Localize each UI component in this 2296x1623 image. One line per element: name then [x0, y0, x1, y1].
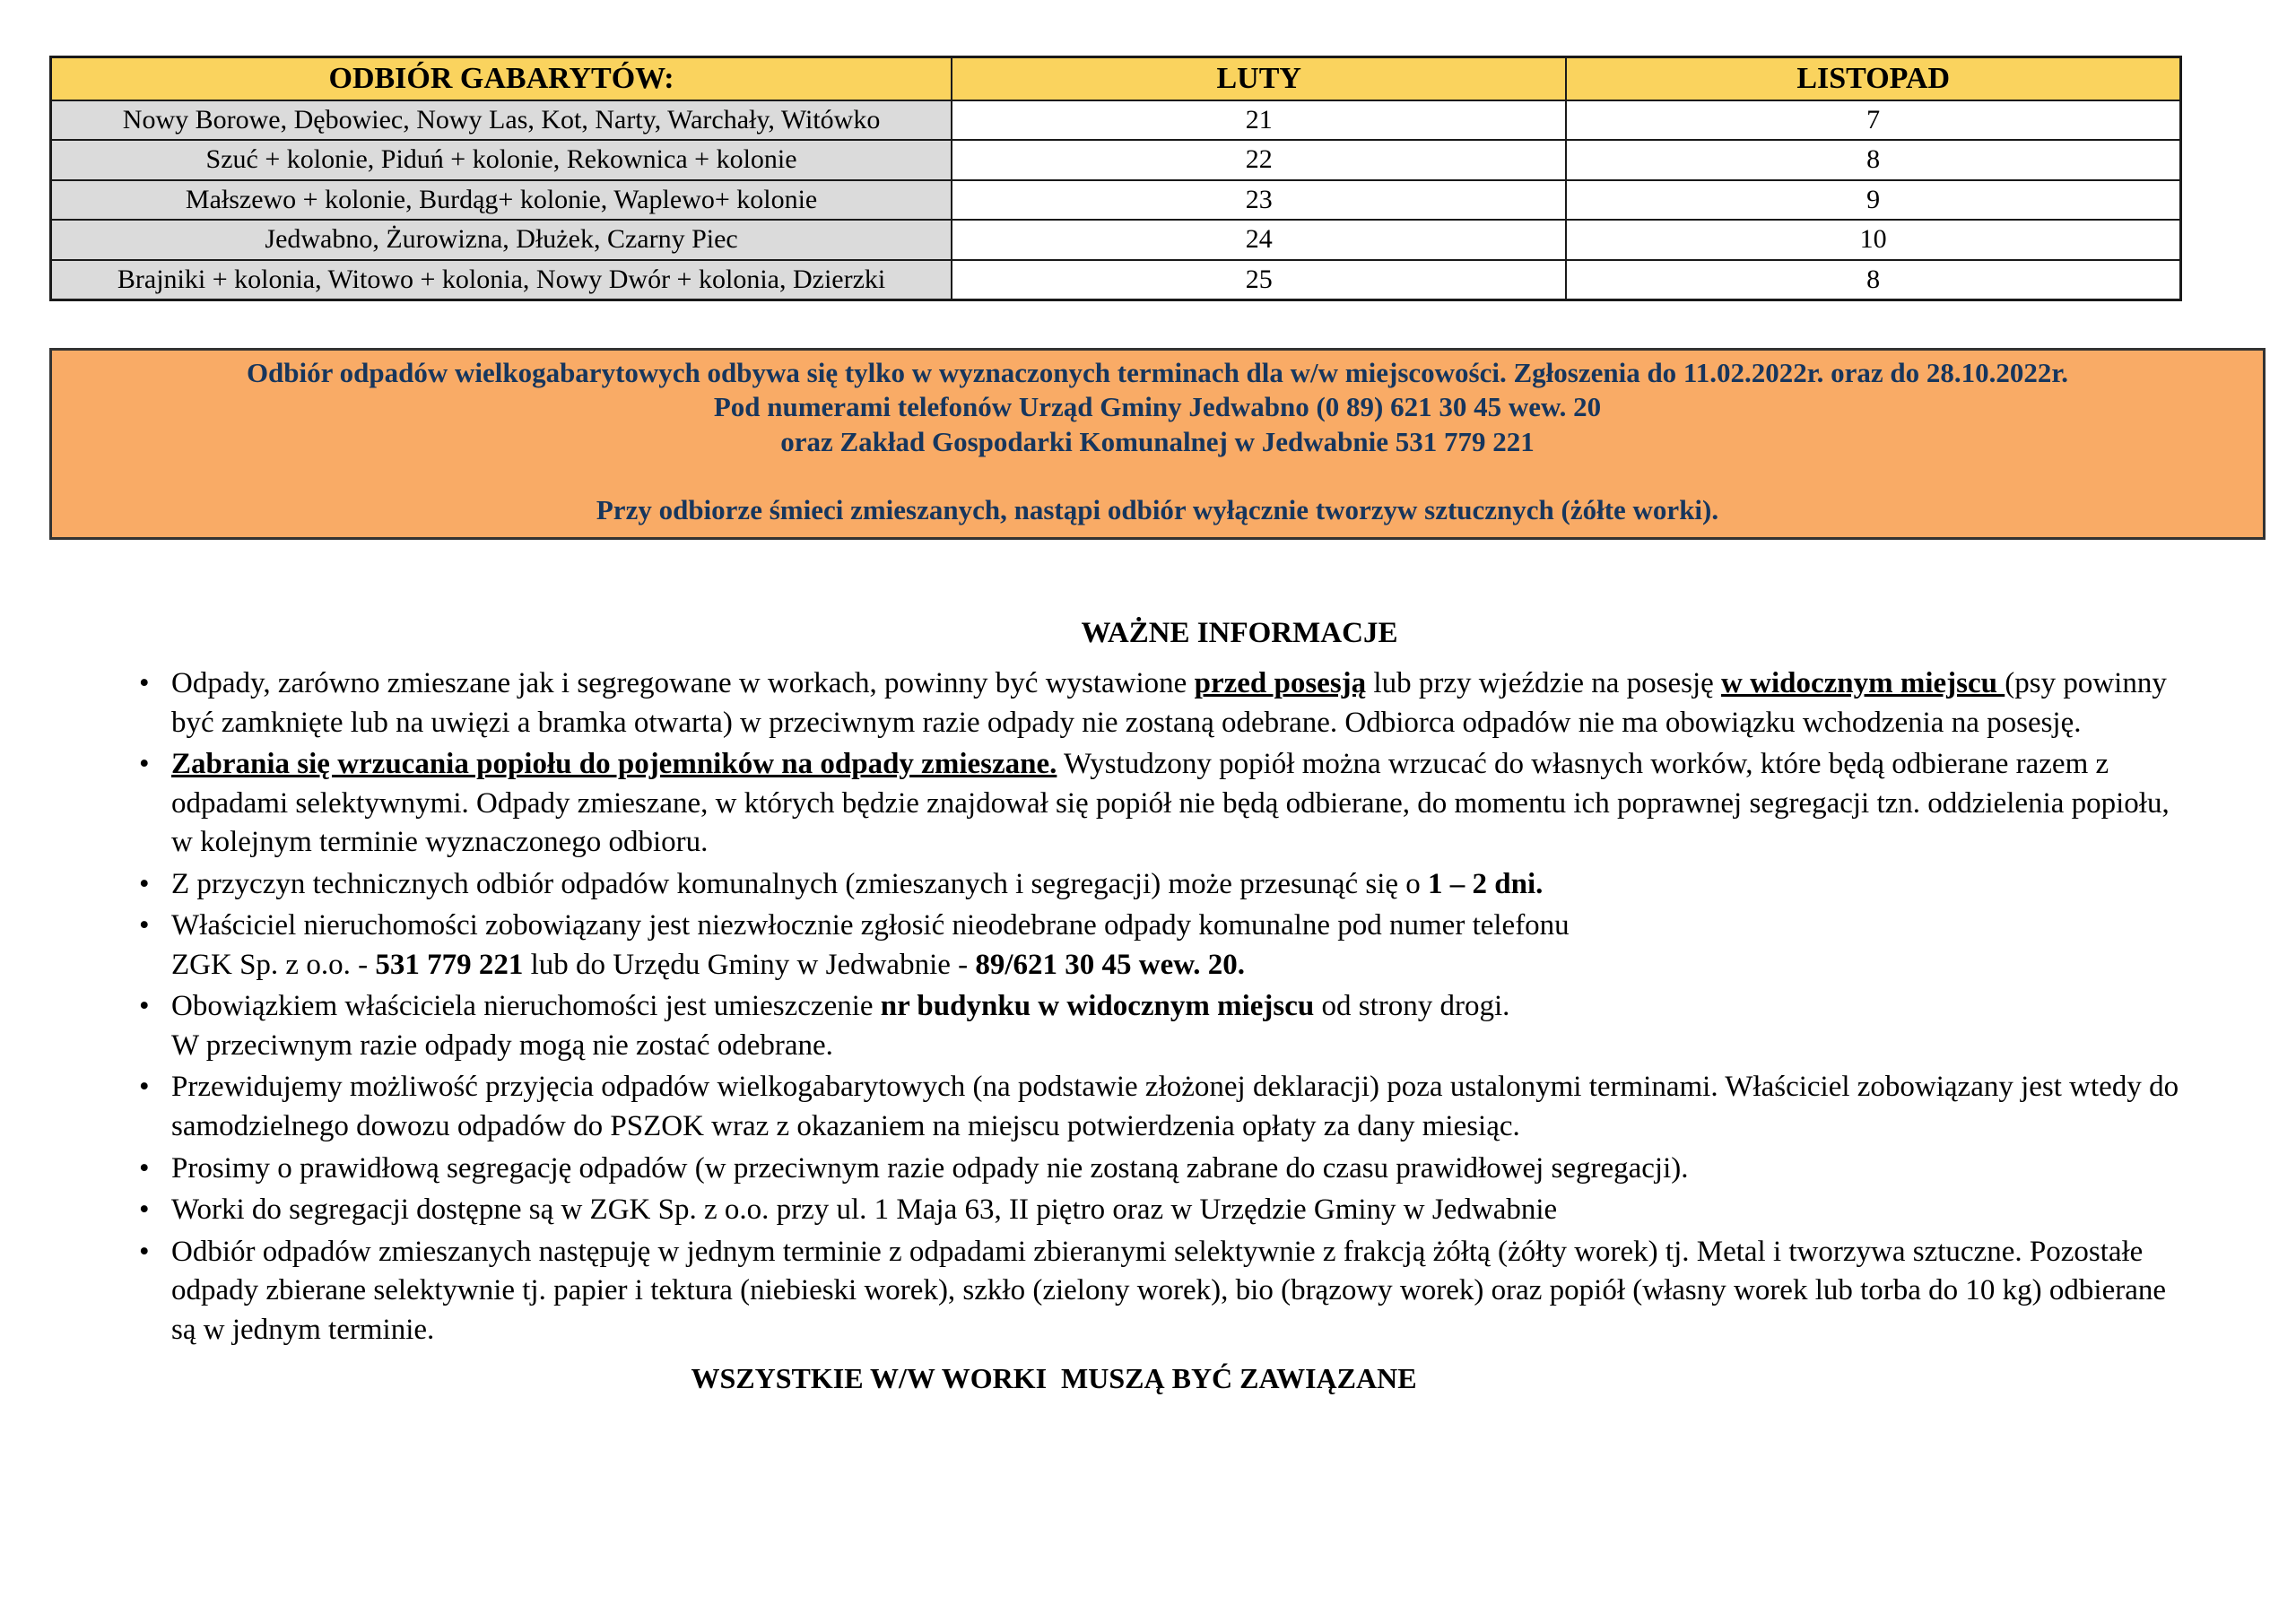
info-bullet-list	[130, 664, 2197, 1350]
cell-area: Jedwabno, Żurowizna, Dłużek, Czarny Piec	[51, 220, 952, 259]
table-header-luty: LUTY	[952, 57, 1566, 101]
emphasized-text: 1 – 2 dni.	[1428, 867, 1544, 900]
table-row	[51, 260, 2181, 300]
schedule-table	[49, 56, 2182, 301]
cell-area: Nowy Borowe, Dębowiec, Nowy Las, Kot, Narty, Warchały, Witówko	[51, 100, 952, 140]
cell-listopad: 9	[1566, 180, 2180, 220]
table-row	[51, 180, 2181, 220]
footer-note: WSZYSTKIE W/W WORKI MUSZĄ BYĆ ZAWIĄZANE	[691, 1362, 1417, 1395]
notice-line-4: Przy odbiorze śmieci zmieszanych, nastąpi odbiór wyłącznie tworzyw sztucznych (żółte worki).	[596, 494, 1719, 526]
info-bullet-item: • Odpady, zarówno zmieszane jak i segregowane w workach, powinny być wystawione przed posesją lub przy wjeździe na posesję w widocznym miejscu (psy powinny być zamknięte lub na uwięzi a bramka otwarta) w przeciwnym razie odpady nie zostaną odebrane. Odbiorca odpadów nie ma obowiązku wchodzenia na posesję.	[130, 664, 2197, 742]
info-bullet-item: • Z przyczyn technicznych odbiór odpadów komunalnych (zmieszanych i segregacji) może przesunąć się o 1 – 2 dni.	[130, 865, 2197, 905]
cell-luty: 23	[952, 180, 1566, 220]
cell-area: Małszewo + kolonie, Burdąg+ kolonie, Waplewo+ kolonie	[51, 180, 952, 220]
info-bullet-item: • Zabrania się wrzucania popiołu do pojemników na odpady zmieszane. Wystudzony popiół można wrzucać do własnych worków, które będą odbierane razem z odpadami selektywnymi. Odpady zmieszane, w których będzie znajdował się popiół nie będą odbierane, do momentu ich poprawnej segregacji tzn. oddzielenia popiołu, w kolejnym terminie wyznaczonego odbioru.	[130, 745, 2197, 863]
cell-listopad: 10	[1566, 220, 2180, 259]
info-bullet-item: • Przewidujemy możliwość przyjęcia odpadów wielkogabarytowych (na podstawie złożonej deklaracji) poza ustalonymi terminami. Właściciel zobowiązany jest wtedy do samodzielnego dowozu odpadów do PSZOK wraz z okazaniem na miejscu potwierdzenia opłaty za dany miesiąc.	[130, 1068, 2197, 1146]
table-header-row	[51, 57, 2181, 101]
emphasized-text: 89/621 30 45 wew. 20.	[975, 948, 1246, 981]
cell-luty: 24	[952, 220, 1566, 259]
info-bullet-item: • Worki do segregacji dostępne są w ZGK Sp. z o.o. przy ul. 1 Maja 63, II piętro oraz w Urzędzie Gminy w Jedwabnie	[130, 1191, 2197, 1230]
cell-listopad: 8	[1566, 140, 2180, 179]
table-row	[51, 140, 2181, 179]
table-header-gabaryty: ODBIÓR GABARYTÓW:	[51, 57, 952, 101]
emphasized-text: przed posesją	[1194, 667, 1367, 699]
schedule-table-wrap	[49, 56, 2182, 301]
notice-line-1: Odbiór odpadów wielkogabarytowych odbywa się tylko w wyznaczonych terminach dla w/w miejscowości. Zgłoszenia do 11.02.2022r. oraz do 28.10.2022r.	[246, 357, 2069, 388]
notice-line-2: Pod numerami telefonów Urząd Gminy Jedwabno (0 89) 621 30 45 wew. 20	[713, 391, 1602, 423]
cell-listopad: 7	[1566, 100, 2180, 140]
info-bullet-item: • Prosimy o prawidłową segregację odpadów (w przeciwnym razie odpady nie zostaną zabrane do czasu prawidłowej segregacji).	[130, 1150, 2197, 1189]
table-header-listopad: LISTOPAD	[1566, 57, 2180, 101]
cell-luty: 25	[952, 260, 1566, 300]
cell-area: Szuć + kolonie, Piduń + kolonie, Rekownica + kolonie	[51, 140, 952, 179]
table-row	[51, 220, 2181, 259]
info-bullet-item: • Odbiór odpadów zmieszanych następuję w jednym terminie z odpadami zbieranymi selektywnie z frakcją żółtą (żółty worek) tj. Metal i tworzywa sztuczne. Pozostałe odpady zbierane selektywnie tj. papier i tektura (niebieski worek), szkło (zielony worek), bio (brązowy worek) oraz popiół (własny worek lub torba do 10 kg) odbierane są w jednym terminie.	[130, 1233, 2197, 1350]
notice-box	[49, 348, 2266, 540]
schedule-table-body	[51, 100, 2181, 299]
emphasized-text: Zabrania się wrzucania popiołu do pojemników na odpady zmieszane.	[171, 748, 1057, 781]
emphasized-text: 531 779 221	[375, 948, 524, 981]
emphasized-text: nr budynku w widocznym miejscu	[880, 990, 1315, 1023]
cell-luty: 22	[952, 140, 1566, 179]
emphasized-text: w widocznym miejscu	[1721, 667, 2005, 699]
cell-luty: 21	[952, 100, 1566, 140]
cell-area: Brajniki + kolonia, Witowo + kolonia, Nowy Dwór + kolonia, Dzierzki	[51, 260, 952, 300]
info-bullet-item: • Obowiązkiem właściciela nieruchomości jest umieszczenie nr budynku w widocznym miejscu od strony drogi. W przeciwnym razie odpady mogą nie zostać odebrane.	[130, 987, 2197, 1065]
info-heading: WAŻNE INFORMACJE	[1081, 617, 1398, 649]
info-bullet-item: • Właściciel nieruchomości zobowiązany jest niezwłocznie zgłosić nieodebrane odpady komunalne pod numer telefonu ZGK Sp. z o.o. - 531 779 221 lub do Urzędu Gminy w Jedwabnie - 89/621 30 45 wew. 20.	[130, 907, 2197, 985]
cell-listopad: 8	[1566, 260, 2180, 300]
notice-spacer	[61, 459, 2254, 493]
table-row	[51, 100, 2181, 140]
info-section	[0, 617, 2296, 1395]
notice-line-3: oraz Zakład Gospodarki Komunalnej w Jedwabnie 531 779 221	[780, 425, 1535, 457]
